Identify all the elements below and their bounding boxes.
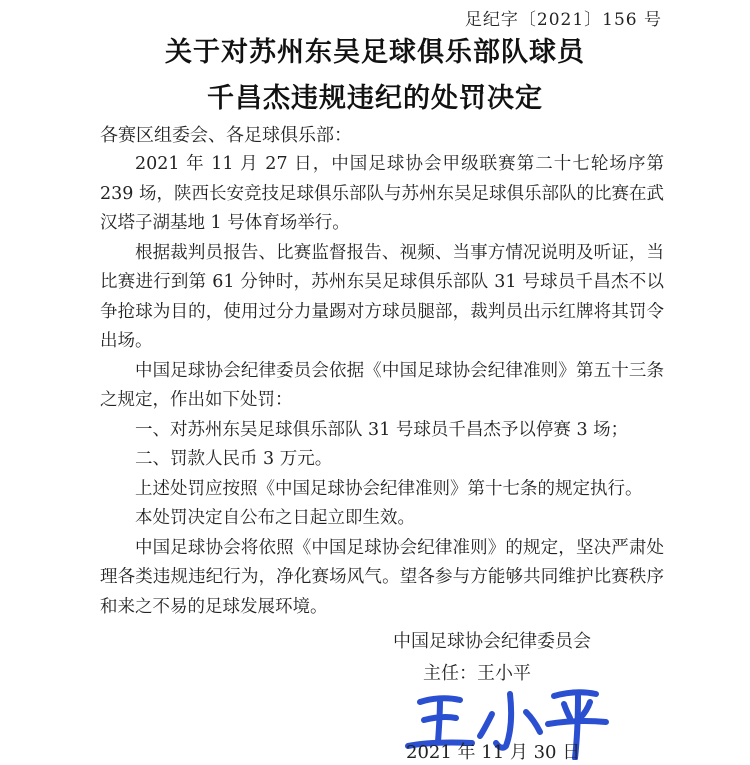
paragraph-incident: 根据裁判员报告、比赛监督报告、视频、当事方情况说明及听证，当比赛进行到第 61 分钟时，苏州东吴足球俱乐部队 31 号球员千昌杰不以争抢球为目的，使用过分力量踢对方球员腿部，裁判员出示红牌将其罚令出场。 [100,242,664,351]
document-number: 足纪字〔2021〕156 号 [464,10,662,30]
paragraph-basis: 中国足球协会纪律委员会依据《中国足球协会纪律准则》第五十三条之规定，作出如下处罚： [100,360,664,410]
paragraph-penalty-suspension: 一、对苏州东吴足球俱乐部队 31 号球员千昌杰予以停赛 3 场； [135,419,629,440]
document-title-line-2: 千昌杰违规违纪的处罚决定 [207,83,543,114]
paragraph-closing: 中国足球协会将依照《中国足球协会纪律准则》的规定，坚决严肃处理各类违规违纪行为，净化赛场风气。望各参与方能够共同维护比赛秩序和来之不易的足球发展环境。 [100,537,664,617]
document-title-line-1: 关于对苏州东吴足球俱乐部队球员 [165,37,585,68]
document-body [100,150,664,622]
document-date: 2021 年 11 月 30 日 [406,742,581,763]
paragraph-effective: 本处罚决定自公布之日起立即生效。 [135,508,415,528]
paragraph-execution: 上述处罚应按照《中国足球协会纪律准则》第十七条的规定执行。 [135,478,643,499]
paragraph-match-info: 2021 年 11 月 27 日，中国足球协会甲级联赛第二十七轮场序第 239 场，陕西长安竞技足球俱乐部队与苏州东吴足球俱乐部队的比赛在武汉塔子湖基地 1 号体育场举行。 [100,154,664,233]
addressee: 各赛区组委会、各足球俱乐部： [100,125,352,146]
signing-organization: 中国足球协会纪律委员会 [393,631,591,652]
paragraph-penalty-fine: 二、罚款人民币 3 万元。 [135,449,333,469]
chair-name: 主任：王小平 [423,663,531,684]
